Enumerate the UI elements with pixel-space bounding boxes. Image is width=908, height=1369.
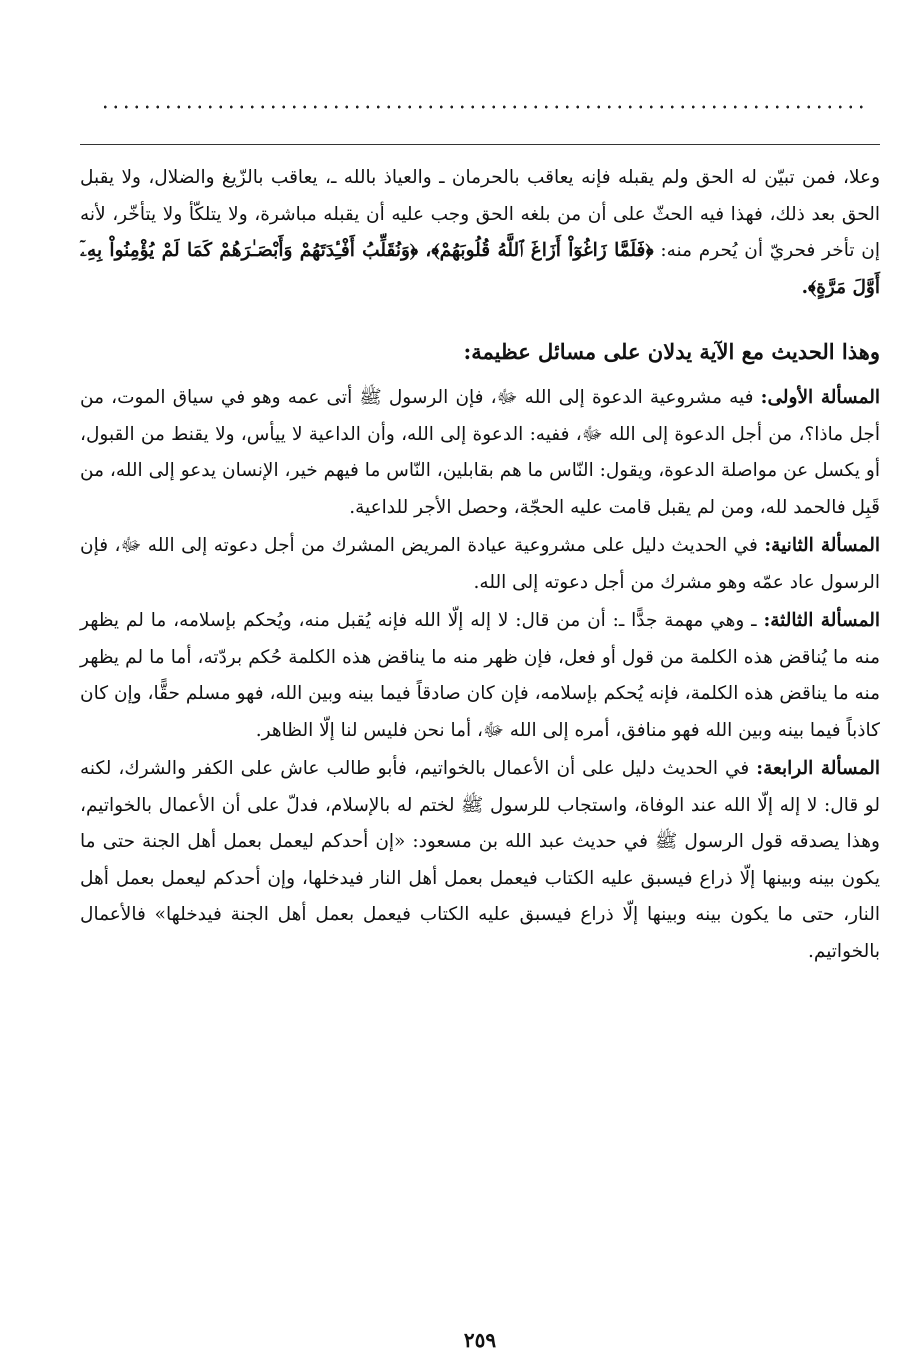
masala-2-text: في الحديث دليل على مشروعية عيادة المريض المشرك من أجل دعوته إلى الله ﷻ، فإن الرسول عاد عمّه وهو مشرك من أجل دعوته إلى الله.: [80, 535, 880, 593]
quran-verse: ﴿فَلَمَّا زَاغُوٓاْ أَزَاغَ ٱللَّهُ قُلُوبَهُمْ﴾، ﴿وَنُقَلِّبُ أَفْـِٔدَتَهُمْ وَأَبْصَـٰرَهُمْ كَمَا لَمْ يُؤْمِنُواْ بِهِۦٓ أَوَّلَ مَرَّةٍ﴾.: [80, 240, 880, 298]
masala-1-label: المسألة الأولى:: [760, 387, 881, 408]
section-heading: وهذا الحديث مع الآية يدلان على مسائل عظيمة:: [463, 339, 880, 364]
intro-text: وعلا، فمن تبيّن له الحق ولم يقبله فإنه يعاقب بالحرمان ـ والعياذ بالله ـ، يعاقب بالزّيغ والضلال، ولا يقبل الحق بعد ذلك، فهذا فيه الحثّ على أن من بلغه الحق وجب عليه أن يقبله مباشرة، ولا يتلكّأ ولا يتأخّر، لأنه إن تأخر فحريّ أن يُحرم منه:: [80, 167, 880, 261]
masala-4-label: المسألة الرابعة:: [756, 758, 880, 779]
header-rule: [80, 144, 880, 145]
masala-1: [80, 380, 880, 526]
masala-3-text: ـ وهي مهمة جدًّا ـ: أن من قال: لا إله إلّا الله فإنه يُقبل منه، ويُحكم بإسلامه، ما لم يظهر منه ما يُناقض هذه الكلمة من قول أو فعل، فإن ظهر منه ما يناقض هذه الكلمة حُكم بردّته، أما ما لم يظهر منه ما يناقض هذه الكلمة، فإنه يُحكم بإسلامه، فإن كان صادقاً فيما بينه وبين الله، فهو مسلم حقًّا، وإن كان كاذباً فيما بينه وبين الله فهو منافق، أمره إلى الله ﷻ، أما نحن فليس لنا إلّا الظاهر.: [80, 610, 880, 741]
masala-1-text: فيه مشروعية الدعوة إلى الله ﷻ، فإن الرسول ﷺ أتى عمه وهو في سياق الموت، من أجل ماذا؟، من أجل الدعوة إلى الله ﷻ، ففيه: الدعوة إلى الله، وأن الداعية لا ييأس، ولا يقنط من القبول، أو يكسل عن مواصلة الدعوة، ويقول: النّاس ما هم بقابلين، النّاس ما فيهم خير، الإنسان يدعو إلى الله، من قَبِل فالحمد لله، ومن لم يقبل قامت عليه الحجّة، وحصل الأجر للداعية.: [80, 387, 880, 518]
masala-2-label: المسألة الثانية:: [764, 535, 880, 556]
header-dotted-line: [100, 100, 870, 114]
masala-3: [80, 603, 880, 749]
masala-3-label: المسألة الثالثة:: [763, 610, 880, 631]
masala-4: [80, 751, 880, 970]
intro-paragraph: [80, 160, 880, 306]
page-body: [80, 160, 880, 970]
masala-4-text: في الحديث دليل على أن الأعمال بالخواتيم، فأبو طالب عاش على الكفر والشرك، لكنه لو قال: لا إله إلّا الله عند الوفاة، واستجاب للرسول ﷺ لختم له بالإسلام، فدلّ على أن الأعمال بالخواتيم، وهذا يصدقه قول الرسول ﷺ في حديث عبد الله بن مسعود: «إن أحدكم ليعمل بعمل أهل الجنة حتى ما يكون بينه وبينها إلّا ذراع فيسبق عليه الكتاب فيعمل بعمل أهل النار فيدخلها، وإن أحدكم ليعمل بعمل أهل النار، حتى ما يكون بينه وبينها إلّا ذراع فيسبق عليه الكتاب فيعمل بعمل أهل الجنة فيدخلها» فالأعمال بالخواتيم.: [80, 758, 880, 962]
page-number: ٢٥٩: [463, 1328, 497, 1352]
masala-2: [80, 528, 880, 601]
book-page: [80, 100, 880, 1360]
